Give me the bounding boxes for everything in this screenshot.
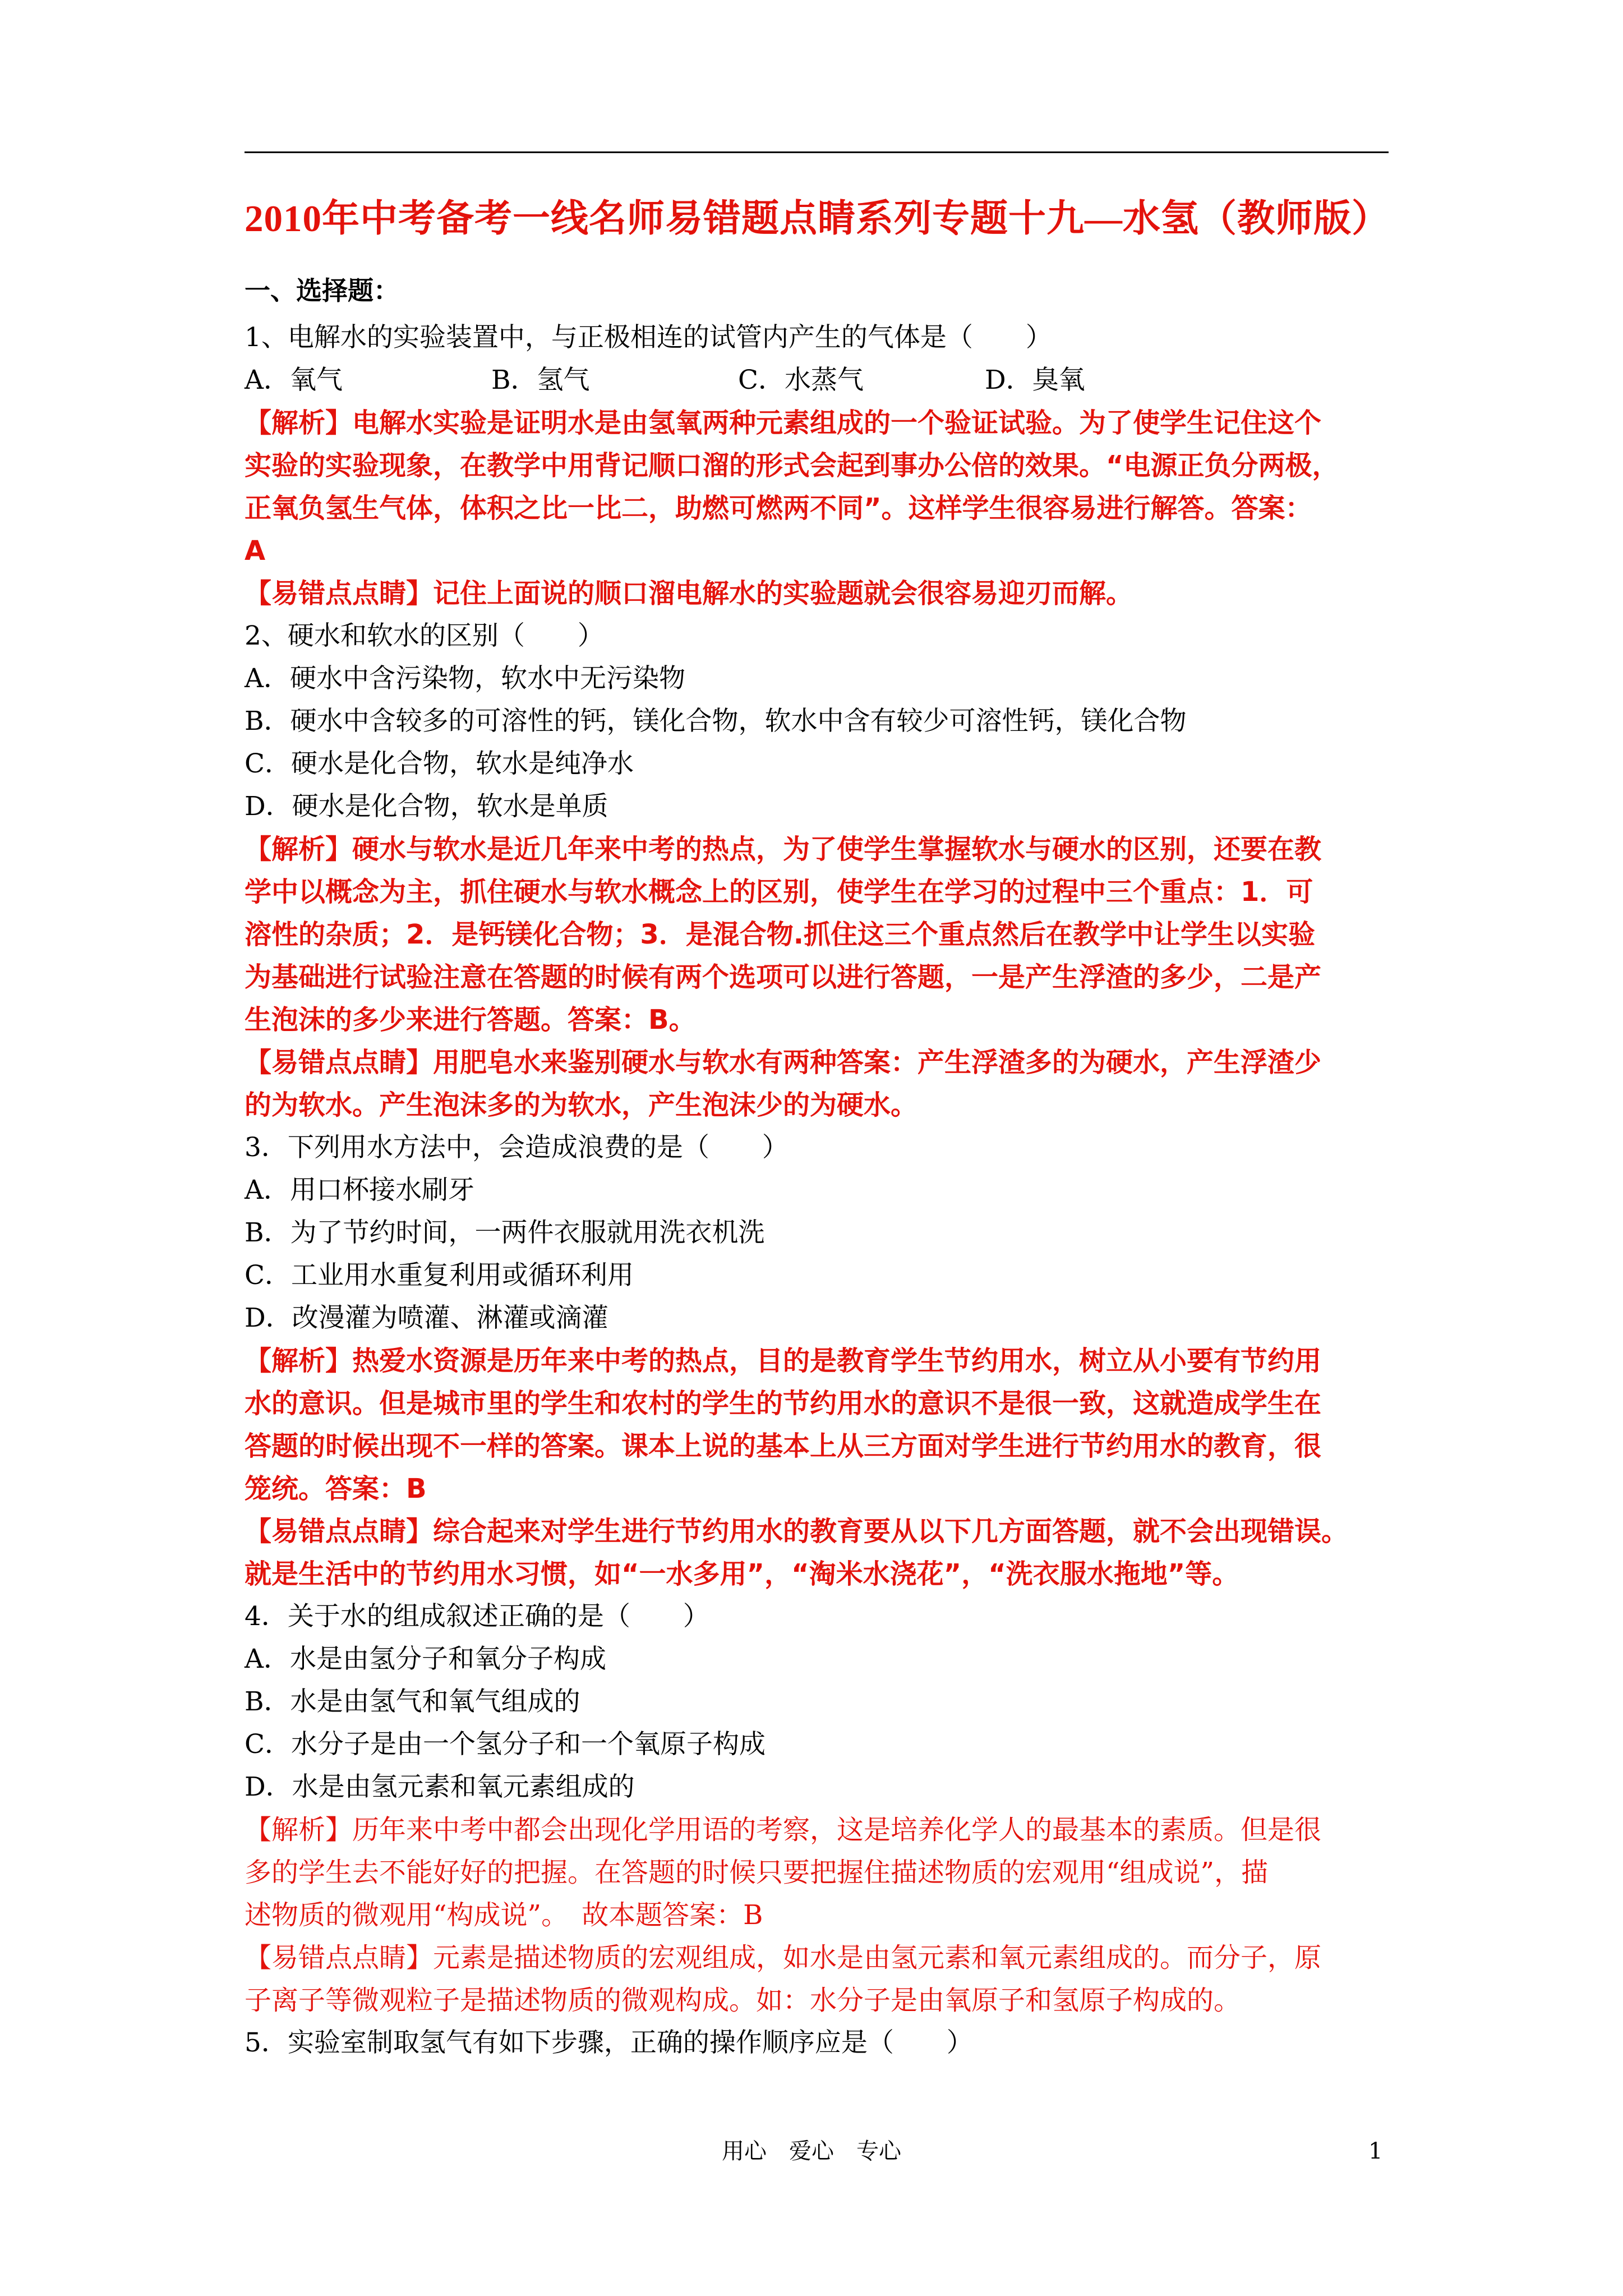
document-body (245, 269, 1389, 2064)
tip-line: 的为软水。产生泡沫多的为软水，产生泡沫少的为硬水。 (245, 1089, 918, 1121)
analysis-line: 生泡沫的多少来进行答题。答案：B。 (245, 1004, 696, 1036)
option-c: C．水蒸气 (738, 365, 864, 395)
option-a: A．水是由氢分子和氧分子构成 (245, 1644, 606, 1674)
analysis-line: 笼统。答案：B (245, 1473, 427, 1504)
option-a: A．氧气 (245, 365, 343, 395)
question-stem: 2、硬水和软水的区别（ ） (245, 620, 604, 651)
tip-line: 就是生活中的节约用水习惯，如“一水多用”，“淘米水浇花”，“洗衣服水拖地”等。 (245, 1558, 1239, 1590)
analysis-line: 【解析】硬水与软水是近几年来中考的热点，为了使学生掌握软水与硬水的区别，还要在教 (245, 834, 1322, 865)
option-b: B．硬水中含较多的可溶性的钙，镁化合物，软水中含有较少可溶性钙，镁化合物 (245, 706, 1187, 737)
analysis-line: 为基础进行试验注意在答题的时候有两个选项可以进行答题，一是产生浮渣的多少，二是产 (245, 961, 1322, 993)
option-c: C．硬水是化合物，软水是纯净水 (245, 748, 634, 779)
option-b: B．水是由氢气和氧气组成的 (245, 1686, 580, 1717)
question-stem: 4．关于水的组成叙述正确的是（ ） (245, 1601, 709, 1632)
analysis-line: 正氧负氢生气体，体积之比一比二，助燃可燃两不同”。这样学生很容易进行解答。答案： (245, 493, 1312, 524)
document-title: 2010年中考备考一线名师易错题点睛系列专题十九—水氢（教师版） (245, 198, 1390, 240)
option-a: A．硬水中含污染物，软水中无污染物 (245, 663, 685, 694)
option-d: D．硬水是化合物，软水是单质 (245, 791, 608, 822)
question-2 (245, 615, 1389, 1126)
options-row (245, 359, 1389, 402)
option-a: A．用口杯接水刷牙 (245, 1175, 474, 1205)
tip-line: 子离子等微观粒子是描述物质的微观构成。如：水分子是由氧原子和氢原子构成的。 (245, 1985, 1241, 2016)
option-c: C．水分子是由一个氢分子和一个氧原子构成 (245, 1729, 766, 1760)
question-3 (245, 1126, 1389, 1595)
analysis-line: 述物质的微观用“构成说”。 故本题答案：B (245, 1899, 763, 1931)
option-d: D．水是由氢元素和氧元素组成的 (245, 1772, 635, 1802)
page-footer: 用心 爱心 专心 (722, 2138, 901, 2164)
option-c: C．工业用水重复利用或循环利用 (245, 1260, 634, 1291)
analysis-line: 学中以概念为主，抓住硬水与软水概念上的区别，使学生在学习的过程中三个重点：1．可 (245, 876, 1313, 908)
option-b: B．氢气 (491, 365, 590, 395)
analysis-line: 【解析】电解水实验是证明水是由氢氧两种元素组成的一个验证试验。为了使学生记住这个 (245, 407, 1322, 439)
header-rule (245, 151, 1389, 153)
analysis-line: 答题的时候出现不一样的答案。课本上说的基本上从三方面对学生进行节约用水的教育，很 (245, 1430, 1322, 1462)
section-heading: 一、选择题： (245, 275, 399, 306)
question-4 (245, 1595, 1389, 2022)
analysis-line: 多的学生去不能好好的把握。在答题的时候只要把握住描述物质的宏观用“组成说”，描 (245, 1857, 1269, 1888)
analysis-line: 实验的实验现象，在教学中用背记顺口溜的形式会起到事办公倍的效果。“电源正负分两极， (245, 450, 1339, 481)
tip-line: 【易错点点睛】用肥皂水来鉴别硬水与软水有两种答案：产生浮渣多的为硬水，产生浮渣少 (245, 1047, 1322, 1078)
analysis-line: 【解析】历年来中考中都会出现化学用语的考察，这是培养化学人的最基本的素质。但是很 (245, 1814, 1322, 1846)
question-stem: 5．实验室制取氢气有如下步骤，正确的操作顺序应是（ ） (245, 2027, 973, 2058)
question-5 (245, 2022, 1389, 2064)
option-d: D．改漫灌为喷灌、淋灌或滴灌 (245, 1303, 608, 1333)
analysis-line: 溶性的杂质；2．是钙镁化合物；3．是混合物.抓住这三个重点然后在教学中让学生以实验 (245, 919, 1316, 950)
tip-line: 【易错点点睛】综合起来对学生进行节约用水的教育要从以下几方面答题，就不会出现错误。 (245, 1516, 1349, 1547)
option-d: D．臭氧 (985, 365, 1085, 395)
question-1 (245, 316, 1389, 615)
analysis-line: 水的意识。但是城市里的学生和农村的学生的节约用水的意识不是很一致，这就造成学生在 (245, 1388, 1322, 1419)
question-stem: 3．下列用水方法中，会造成浪费的是（ ） (245, 1132, 789, 1163)
option-b: B．为了节约时间，一两件衣服就用洗衣机洗 (245, 1217, 765, 1248)
analysis-line: A (245, 535, 266, 567)
tip-line: 【易错点点睛】记住上面说的顺口溜电解水的实验题就会很容易迎刃而解。 (245, 578, 1133, 609)
page-number: 1 (1368, 2138, 1383, 2164)
question-stem: 1、电解水的实验装置中，与正极相连的试管内产生的气体是（ ） (245, 322, 1052, 353)
analysis-line: 【解析】热爱水资源是历年来中考的热点，目的是教育学生节约用水，树立从小要有节约用 (245, 1345, 1322, 1377)
tip-line: 【易错点点睛】元素是描述物质的宏观组成，如水是由氢元素和氧元素组成的。而分子，原 (245, 1942, 1322, 1973)
